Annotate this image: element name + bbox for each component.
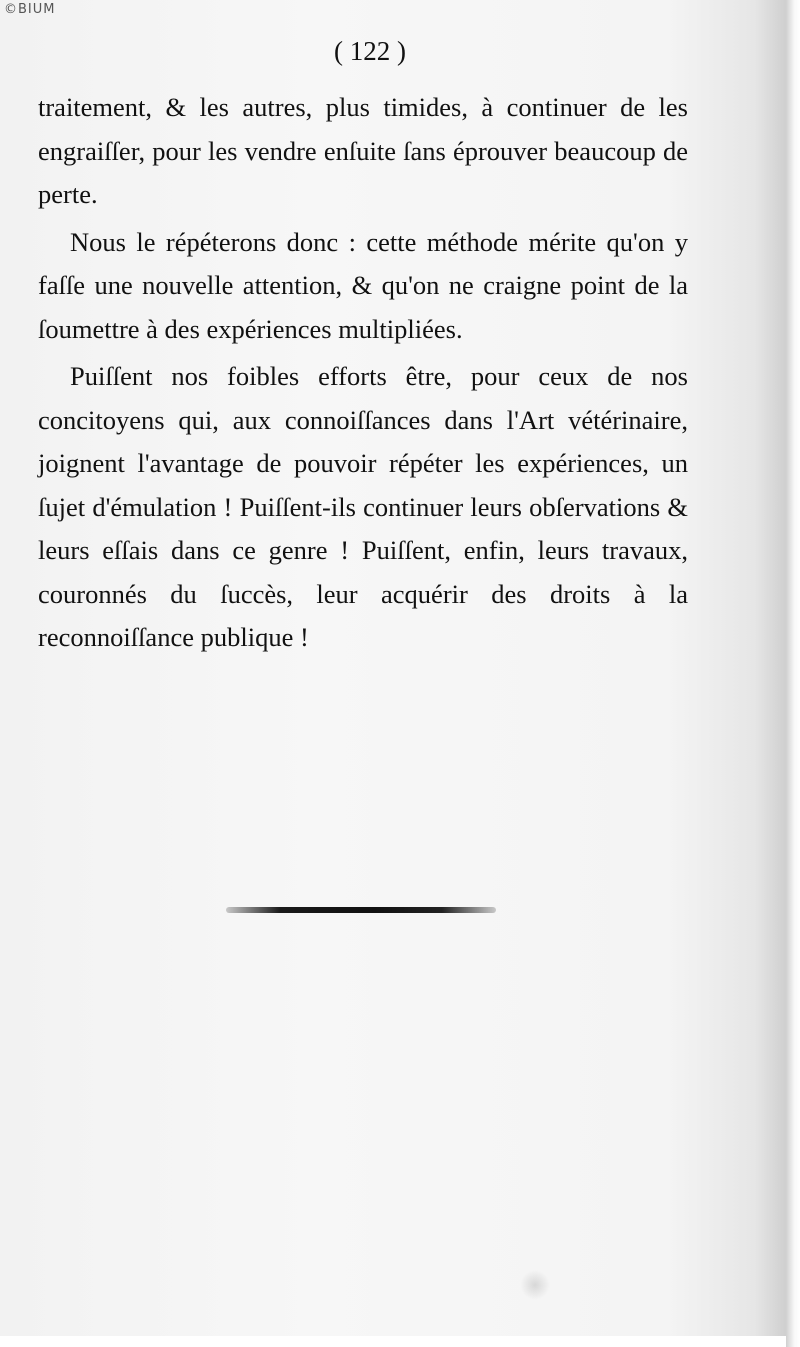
paragraph-continuation: traitement, & les autres, plus timides, à continuer de les engraiſſer, pour les vendre enſuite ſans éprouver beaucoup de perte. [38,92,688,209]
paragraph: Puiſſent nos foibles efforts être, pour ceux de nos concitoyens qui, aux connoiſſances dans l'Art vétérinaire, joignent l'avantage de pouvoir répéter les expériences, un ſujet d'émulation ! Puiſſent-ils continuer leurs obſervations & leurs eſſais dans ce genre ! Puiſſent, enfin, leurs travaux, couronnés du ſuccès, leur acquérir des droits à la reconnoiſſance publique ! [38,361,688,652]
body-text [38,86,688,660]
ink-smudge [520,1270,550,1300]
library-watermark: ©BIUM [4,2,56,17]
paragraph: Nous le répéterons donc : cette méthode mérite qu'on y faſſe une nouvelle attention, & qu'on ne craigne point de la ſoumettre à des expériences multipliées. [38,226,688,344]
page-number: ( 122 ) [334,36,406,66]
page-edge [786,0,800,1347]
end-ornament-rule [226,907,496,913]
